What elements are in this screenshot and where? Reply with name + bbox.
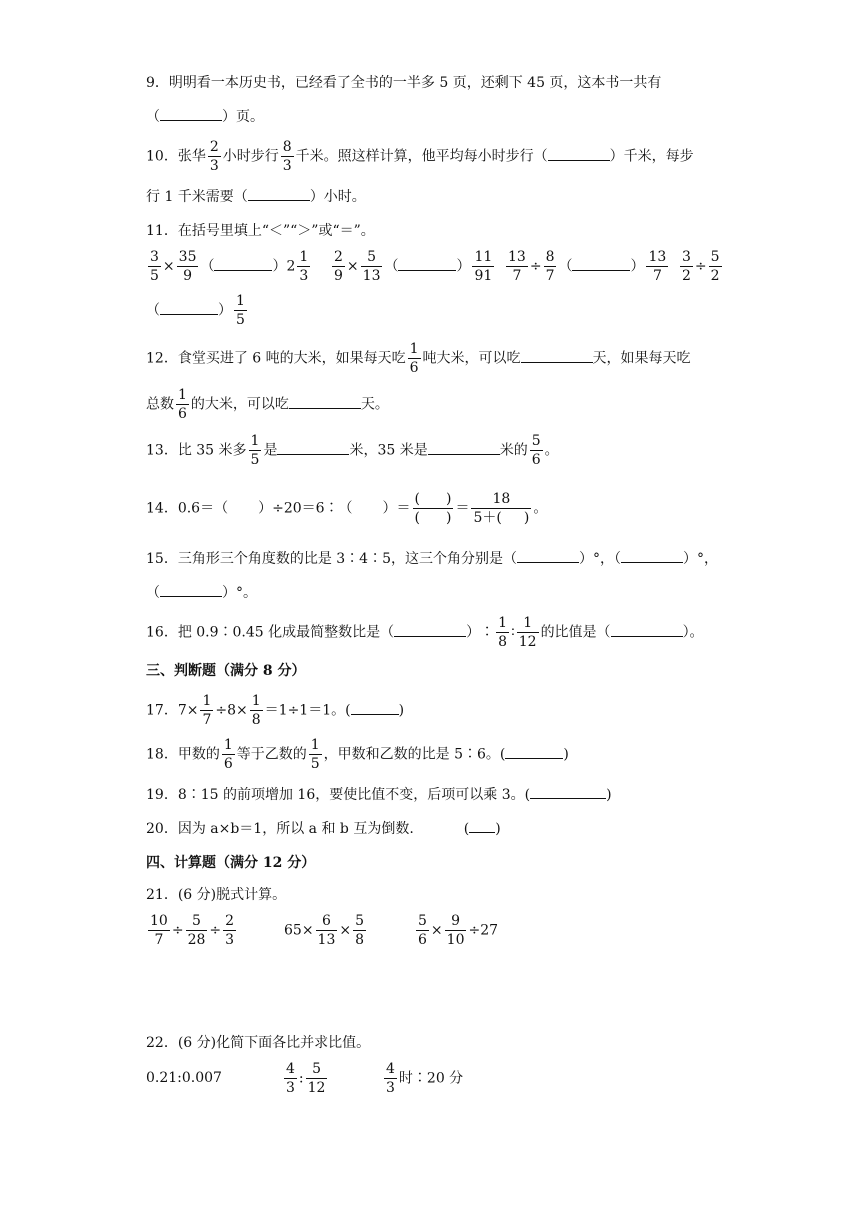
- numerator: [413, 492, 454, 509]
- text-segment: ）÷20＝6∶（: [258, 500, 353, 517]
- denominator: 8: [355, 932, 365, 948]
- question-14: [146, 492, 547, 525]
- expression-2: [284, 914, 368, 947]
- question-18: [146, 738, 569, 771]
- blank-fraction[interactable]: [471, 492, 531, 525]
- q10-text: ）千米，每步: [609, 148, 694, 165]
- fraction: [222, 738, 235, 771]
- text-segment: ): [446, 510, 452, 526]
- text-segment: 的比值是（: [540, 624, 611, 641]
- text-segment: ）。: [682, 624, 704, 641]
- text-segment: ): [495, 821, 501, 837]
- text-segment: ）°，（: [579, 551, 621, 567]
- numerator: 6: [316, 914, 338, 931]
- fraction: [472, 250, 494, 283]
- numerator: 4: [386, 1061, 395, 1077]
- denominator: 7: [512, 268, 522, 284]
- numerator: 3: [150, 249, 159, 265]
- question-9-line-2: [146, 106, 264, 126]
- answer-blank[interactable]: [277, 442, 349, 455]
- text-segment: 时∶20 分: [398, 1070, 464, 1087]
- text-segment: 总数: [146, 396, 174, 413]
- numerator: 1: [299, 249, 309, 265]
- denominator: 3: [209, 158, 219, 174]
- numerator: 8: [282, 139, 292, 155]
- question-10-line-2: [146, 186, 366, 206]
- numerator: 13: [508, 249, 526, 265]
- text-segment: ÷: [171, 922, 184, 939]
- numerator: 35: [178, 249, 197, 265]
- fraction: [176, 388, 189, 421]
- text-segment: ）＝: [382, 500, 411, 517]
- text-segment: :: [298, 1070, 304, 1087]
- numerator: 1: [236, 293, 245, 309]
- answer-blank[interactable]: [548, 148, 610, 161]
- numerator: 5: [306, 1062, 328, 1079]
- numerator: 3: [682, 249, 691, 265]
- q10-prefix: 10．张华: [146, 148, 206, 165]
- denominator: 12: [518, 634, 537, 650]
- ratio-3: [382, 1062, 463, 1095]
- text-segment: 20．因为 a×b＝1，所以 a 和 b 互为倒数.: [146, 821, 414, 837]
- ratio-1: 0.21:0.007: [146, 1070, 222, 1086]
- question-19: [146, 784, 612, 804]
- denominator: 10: [446, 932, 465, 948]
- answer-blank[interactable]: [398, 258, 456, 271]
- numerator: 1: [498, 615, 508, 631]
- numerator: 1: [250, 433, 260, 449]
- numerator: 8: [545, 249, 555, 265]
- text-segment: ): [446, 491, 452, 507]
- text-segment: ): [563, 746, 569, 763]
- denominator: 5: [236, 312, 245, 328]
- answer-blank[interactable]: [505, 746, 563, 759]
- fraction: [316, 914, 338, 947]
- denominator: [471, 509, 531, 525]
- denominator: 2: [710, 268, 720, 284]
- text-segment: 17．7×: [146, 702, 199, 719]
- question-17: [146, 694, 404, 727]
- fraction: [544, 250, 557, 283]
- denominator: 3: [386, 1080, 395, 1096]
- text-segment: 。: [544, 442, 559, 459]
- denominator: 5: [150, 268, 159, 284]
- fraction: [384, 1062, 397, 1095]
- text-segment: ×: [346, 258, 359, 275]
- text-segment: 是: [263, 442, 278, 459]
- denominator: 3: [225, 932, 235, 948]
- q9-suffix: ）页。: [222, 109, 264, 125]
- text-segment: 18．甲数的: [146, 746, 220, 763]
- denominator: 7: [202, 712, 212, 728]
- fraction: [361, 250, 383, 283]
- fraction: [284, 1062, 297, 1095]
- section-3-heading: 三、判断题（满分 8 分）: [146, 663, 306, 679]
- numerator: 1: [409, 341, 419, 357]
- question-21-title: 21．(6 分)脱式计算。: [146, 887, 287, 903]
- denominator: 5: [310, 756, 320, 772]
- fraction: [646, 250, 668, 283]
- answer-blank[interactable]: [621, 550, 683, 563]
- text-segment: ×: [430, 922, 443, 939]
- text-segment: ）°，: [683, 551, 718, 567]
- question-16: [146, 616, 704, 649]
- numerator: 1: [223, 737, 233, 753]
- fraction: [332, 250, 345, 283]
- text-segment: ）: [218, 302, 232, 319]
- fraction: [408, 342, 421, 375]
- text-segment: ÷: [694, 258, 707, 275]
- denominator: 91: [474, 268, 493, 284]
- fraction: [281, 140, 294, 173]
- denominator: 9: [334, 268, 343, 284]
- answer-blank[interactable]: [572, 258, 630, 271]
- fraction: [177, 250, 199, 283]
- text-segment: （: [146, 585, 160, 601]
- fraction: [223, 914, 236, 947]
- numerator: 1: [178, 387, 187, 403]
- text-segment: ）: [272, 258, 287, 275]
- numerator: 11: [474, 249, 493, 265]
- numerator: 2: [225, 913, 235, 929]
- text-segment: ，甲数和乙数的比是 5∶6。(: [323, 746, 506, 763]
- q10-text: 千米。照这样计算，他平均每小时步行（: [295, 148, 548, 165]
- text-segment: 12．食堂买进了 6 吨的大米，如果每天吃: [146, 350, 406, 367]
- numerator: 2: [209, 139, 219, 155]
- text-segment: ): [398, 702, 405, 719]
- text-segment: 吨大米，可以吃: [422, 350, 521, 367]
- fraction: [148, 250, 161, 283]
- q11-text: 11．在括号里填上“＜”“＞”或“＝”。: [146, 223, 375, 239]
- denominator: 12: [307, 1080, 326, 1096]
- fraction: [353, 914, 366, 947]
- text-segment: 5＋(: [473, 510, 502, 526]
- question-12-line-1: [146, 342, 691, 375]
- text-segment: ＝: [455, 500, 470, 517]
- text-segment: 米的: [499, 442, 528, 459]
- q10-text: 行 1 千米需要（: [146, 189, 248, 205]
- text-segment: ÷27: [468, 922, 499, 939]
- answer-blank[interactable]: [160, 108, 222, 121]
- text-segment: (: [463, 821, 470, 837]
- text-segment: 15．三角形三个角度数的比是 3∶4∶5，这三个角分别是（: [146, 551, 517, 567]
- denominator: 7: [652, 268, 662, 284]
- answer-blank[interactable]: [351, 702, 399, 715]
- text-segment: 天。: [360, 396, 389, 413]
- denominator: 5: [250, 452, 260, 468]
- fraction: [250, 694, 263, 727]
- text-segment: (: [414, 510, 421, 526]
- denominator: [413, 509, 454, 525]
- question-15-line-1: [146, 548, 718, 568]
- comparison-1: [146, 250, 312, 283]
- answer-blank[interactable]: [289, 396, 361, 409]
- numerator: 4: [286, 1061, 295, 1077]
- text-segment: 天，如果每天吃: [592, 350, 691, 367]
- fraction: [208, 140, 221, 173]
- text-segment: ∶: [511, 624, 515, 641]
- text-segment: ÷: [209, 922, 222, 939]
- fraction: [297, 250, 310, 283]
- denominator: 6: [531, 452, 541, 468]
- numerator: 10: [150, 913, 168, 929]
- fraction: [249, 434, 262, 467]
- denominator: 8: [498, 634, 508, 650]
- text-segment: 16．把 0.9∶0.45 化成最简整数比是（: [146, 624, 395, 641]
- section-4-heading: 四、计算题（满分 12 分）: [146, 855, 316, 871]
- denominator: 6: [223, 756, 233, 772]
- text-segment: ）: [630, 258, 645, 275]
- question-15-line-2: [146, 582, 257, 602]
- fraction: [709, 250, 722, 283]
- denominator: 3: [282, 158, 292, 174]
- text-segment: 米，35 米是: [349, 442, 428, 459]
- denominator: 9: [183, 268, 193, 284]
- blank-fraction[interactable]: [413, 492, 454, 525]
- text-segment: 等于乙数的: [236, 746, 307, 763]
- text-segment: （: [384, 258, 399, 275]
- denominator: 2: [682, 268, 691, 284]
- text-segment: （: [146, 302, 160, 319]
- numerator: 18: [471, 492, 531, 509]
- open-paren: （: [146, 109, 160, 125]
- text-segment: 13．比 35 米多: [146, 442, 247, 459]
- text-segment: ）∶: [466, 624, 495, 641]
- expression-1: [146, 914, 238, 947]
- q10-text: 小时步行: [222, 148, 279, 165]
- comparison-4-left: [678, 250, 724, 283]
- numerator: 2: [334, 249, 343, 265]
- answer-blank[interactable]: [248, 188, 310, 201]
- numerator: 1: [251, 693, 261, 709]
- fraction: [517, 616, 539, 649]
- denominator: 6: [418, 932, 427, 948]
- fraction: [200, 694, 213, 727]
- question-11-row-2: [146, 294, 249, 327]
- answer-blank[interactable]: [394, 624, 466, 637]
- text-segment: 19．8∶15 的前项增加 16，要使比值不变，后项可以乘 3。(: [146, 787, 531, 803]
- fraction: [306, 1062, 328, 1095]
- text-segment: ): [606, 787, 612, 803]
- fraction: [530, 434, 543, 467]
- fraction: [680, 250, 693, 283]
- denominator: 6: [178, 406, 187, 422]
- text-segment: 。: [533, 500, 548, 517]
- question-22-title: 22．(6 分)化简下面各比并求比值。: [146, 1035, 371, 1051]
- answer-blank[interactable]: [160, 584, 222, 597]
- fraction: [506, 250, 528, 283]
- text-segment: ): [523, 510, 530, 526]
- text-segment: ÷: [529, 258, 542, 275]
- question-9-line-1: [146, 72, 661, 92]
- text-segment: 2: [286, 258, 296, 275]
- denominator: 28: [187, 932, 206, 948]
- answer-blank[interactable]: [214, 258, 272, 271]
- fraction: [186, 914, 208, 947]
- numerator: 1: [310, 737, 320, 753]
- numerator: 13: [648, 249, 667, 265]
- denominator: 7: [154, 932, 164, 948]
- expression-3: [414, 914, 498, 947]
- text-segment: 65×: [284, 922, 314, 939]
- numerator: 5: [361, 250, 383, 267]
- answer-blank[interactable]: [517, 550, 579, 563]
- text-segment: ＝1÷1＝1。(: [264, 702, 351, 719]
- fraction: [234, 294, 247, 327]
- answer-blank[interactable]: [469, 820, 495, 833]
- question-13: [146, 434, 559, 467]
- q9-text: 9．明明看一本历史书，已经看了全书的一半多 5 页，还剩下 45 页，这本书一共有: [146, 75, 662, 91]
- comparison-3: [504, 250, 670, 283]
- q10-text: ）小时。: [309, 189, 366, 205]
- text-segment: ）: [456, 258, 471, 275]
- answer-blank[interactable]: [521, 350, 593, 363]
- fraction: [496, 616, 509, 649]
- question-12-line-2: [146, 388, 389, 421]
- numerator: 5: [418, 913, 427, 929]
- answer-blank[interactable]: [428, 442, 500, 455]
- denominator: 7: [545, 268, 555, 284]
- question-20: [146, 818, 501, 838]
- fraction: [309, 738, 322, 771]
- question-11-title: [146, 220, 375, 240]
- denominator: 3: [286, 1080, 295, 1096]
- fraction: [416, 914, 429, 947]
- denominator: 8: [251, 712, 261, 728]
- question-10-line-1: [146, 140, 694, 173]
- denominator: 13: [362, 268, 381, 284]
- fraction: [445, 914, 467, 947]
- text-segment: ×: [339, 922, 352, 939]
- numerator: 5: [355, 913, 365, 929]
- numerator: 5: [710, 249, 720, 265]
- numerator: 5: [186, 914, 208, 931]
- text-segment: (: [414, 491, 421, 507]
- text-segment: ×: [162, 258, 175, 275]
- text-segment: 的大米，可以吃: [190, 396, 289, 413]
- comparison-2: [330, 250, 496, 283]
- denominator: 3: [299, 268, 309, 284]
- denominator: 13: [317, 932, 336, 948]
- text-segment: 14．0.6＝（: [146, 500, 229, 517]
- answer-blank[interactable]: [611, 624, 683, 637]
- numerator: 1: [202, 693, 212, 709]
- text-segment: （: [558, 258, 573, 275]
- answer-blank[interactable]: [160, 302, 218, 315]
- numerator: 5: [531, 433, 541, 449]
- denominator: 6: [409, 360, 419, 376]
- fraction: [148, 914, 170, 947]
- text-segment: ÷8×: [215, 702, 248, 719]
- ratio-2: [282, 1062, 329, 1095]
- numerator: 1: [517, 616, 539, 633]
- text-segment: （: [200, 258, 215, 275]
- numerator: 9: [445, 914, 467, 931]
- answer-blank[interactable]: [530, 786, 606, 799]
- text-segment: ）°。: [222, 585, 257, 601]
